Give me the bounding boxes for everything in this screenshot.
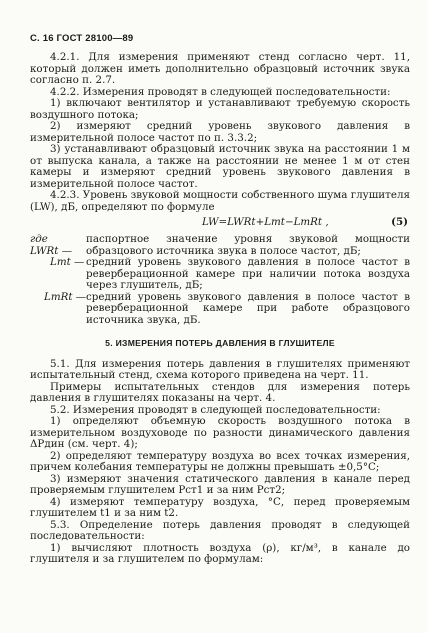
where-symbol: где LWRt —: [30, 233, 72, 257]
list-item-1: 1) определяют объемную скорость воздушного потока в измерительном воздуховоде по разности динамического давления ΔPдин (см. черт. 4);: [30, 415, 410, 450]
paragraph-5-3: 5.3. Определение потерь давления проводят в следующей последовательности:: [30, 518, 410, 542]
where-symbol: LmRt —: [44, 290, 87, 303]
formula-expression: LW=LWRt+Lmt−LmRt ,: [202, 216, 329, 228]
where-text: паспортное значение уровня звуковой мощности образцового источника звука в полосе частот, дБ;: [86, 233, 410, 257]
list-item-2: 2) измеряют средний уровень звукового давления в измерительной полосе частот по п. 3.3.2;: [30, 120, 410, 144]
paragraph-4-2-3: 4.2.3. Уровень звуковой мощности собственного шума глушителя (LW), дБ, определяют по формуле: [30, 189, 410, 213]
where-text: средний уровень звукового давления в полосе частот в реверберационной камере при работе образцового источника звука, дБ.: [86, 290, 410, 326]
formula-number: (5): [391, 216, 408, 228]
list-item-3: 3) измеряют значения статического давления в канале перед проверяемым глушителем Pст1 и за ним Pст2;: [30, 472, 410, 496]
paragraph-5-2: 5.2. Измерения проводят в следующей последовательности:: [50, 403, 381, 416]
list-item-1: 1) вычисляют плотность воздуха (ρ), кг/м³, в канале до глушителя и за глушителем по формулам:: [30, 541, 410, 565]
list-item-2: 2) определяют температуру воздуха во всех точках измерения, причем колебания температуры не должны превышать ±0,5°С;: [30, 449, 410, 473]
section-title: 5. ИЗМЕРЕНИЯ ПОТЕРЬ ДАВЛЕНИЯ В ГЛУШИТЕЛЕ: [105, 338, 335, 348]
list-item-3: 3) устанавливают образцовый источник звука на расстоянии 1 м от выпуска канала, а также на расстоянии не менее 1 м от стен камеры и измеряют средний уровень звукового давления в измерительной полосе частот.: [30, 143, 410, 190]
paragraph-4-2-2: 4.2.2. Измерения проводят в следующей последовательности:: [50, 85, 391, 98]
where-item: [30, 292, 410, 327]
page-header: С. 16 ГОСТ 28100—89: [30, 33, 134, 44]
list-item-1: 1) включают вентилятор и устанавливают требуемую скорость воздушного потока;: [30, 97, 410, 121]
list-item-4: 4) измеряют температуру воздуха, °С, перед проверяемым глушителем t1 и за ним t2.: [30, 495, 410, 519]
where-item: [30, 234, 410, 257]
where-symbol: Lmt —: [50, 256, 85, 268]
paragraph-examples: Примеры испытательных стендов для измерения потерь давления в глушителях показаны на черт. 4.: [30, 380, 410, 404]
document-body: [30, 52, 410, 566]
formula-5: [30, 215, 410, 231]
paragraph-4-2-1: 4.2.1. Для измерения применяют стенд согласно черт. 11, который должен иметь дополнительно образцовый источник звука согласно п. 2.7.: [30, 51, 410, 86]
paragraph-5-1: 5.1. Для измерения потерь давления в глушителях применяют испытательный стенд, схема которого приведена на черт. 11.: [30, 357, 410, 381]
where-text: средний уровень звукового давления в полосе частот в реверберационной камере при наличии потока воздуха через глушитель, дБ;: [86, 256, 410, 291]
where-item: [30, 257, 410, 292]
